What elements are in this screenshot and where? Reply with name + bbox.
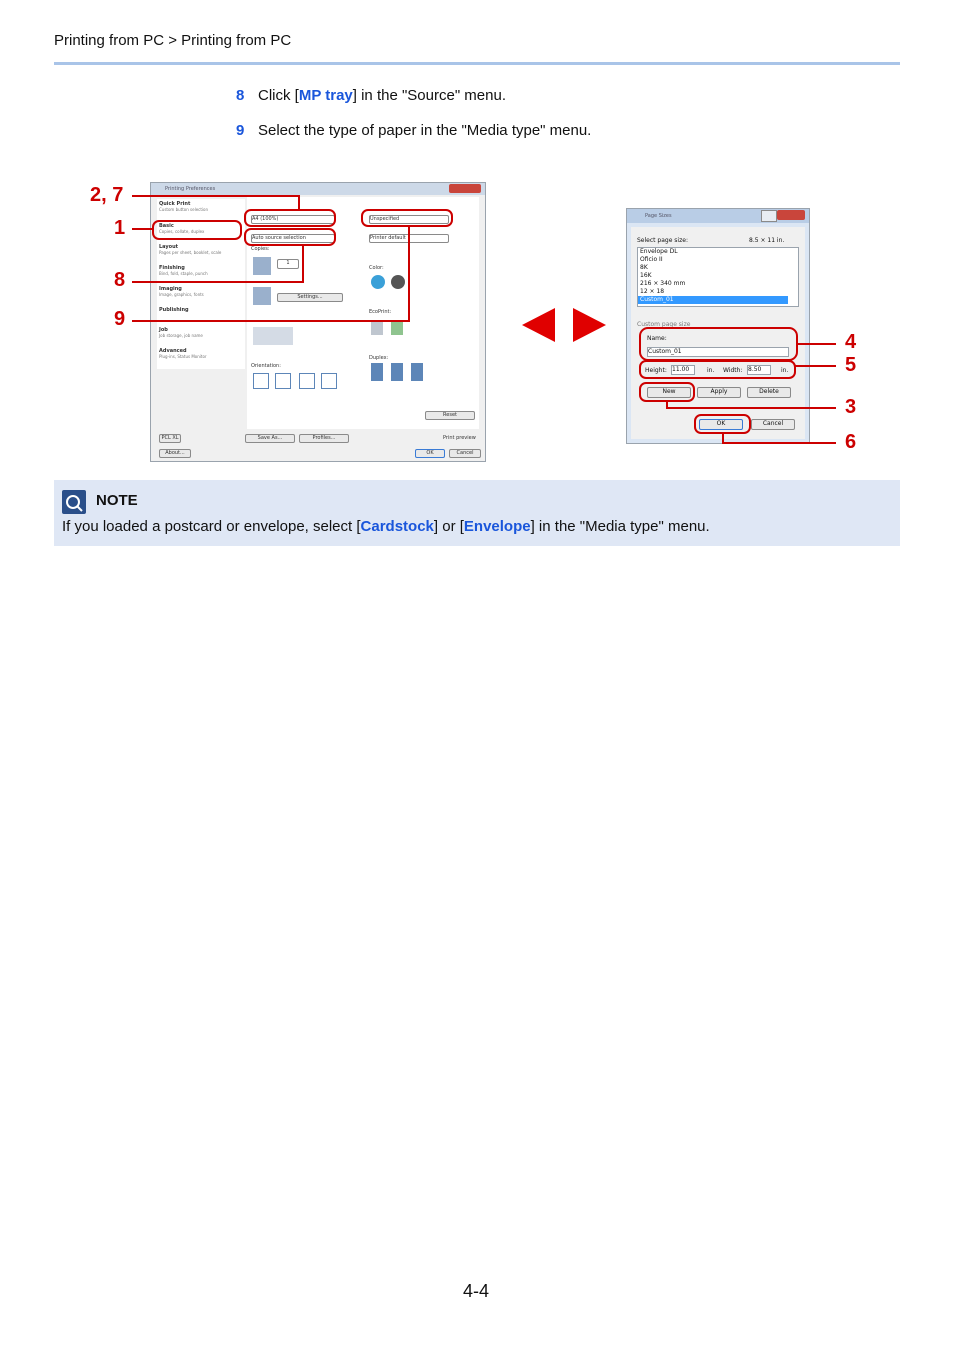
- sidebar-item-basic[interactable]: Basic Copies, collate, duplex: [159, 223, 205, 234]
- page-size-dropdown[interactable]: A4 (100%): [251, 215, 335, 224]
- ui-term-cardstock: Cardstock: [360, 518, 434, 535]
- print-preview-label[interactable]: Print preview: [443, 435, 476, 441]
- callout-1: 1: [114, 217, 126, 239]
- width-input[interactable]: 8.50: [747, 365, 771, 375]
- sidebar-item-imaging[interactable]: Imaging Image, graphics, fonts: [159, 286, 204, 297]
- name-input[interactable]: Custom_01: [647, 347, 789, 357]
- left-arrow-icon: [522, 308, 555, 342]
- highlight-size: [640, 361, 795, 378]
- step-text-pre: Click [: [258, 87, 299, 104]
- highlight-new: [640, 383, 694, 401]
- callout-4: 4: [845, 331, 857, 353]
- ui-term-mp-tray: MP tray: [298, 87, 353, 104]
- page-number: 4-4: [463, 1281, 490, 1301]
- highlight-name: [640, 328, 797, 360]
- select-size-label: Select page size:: [637, 237, 688, 244]
- list-item[interactable]: Oficio II: [640, 256, 663, 263]
- about-button[interactable]: About...: [159, 449, 191, 458]
- note-text: [62, 518, 710, 535]
- save-as-button[interactable]: Save As...: [245, 434, 295, 443]
- new-button[interactable]: New: [647, 387, 691, 398]
- apply-button[interactable]: Apply: [697, 387, 741, 398]
- note-icon: [62, 490, 86, 514]
- height-label: Height:: [645, 367, 667, 374]
- copies-input[interactable]: 1: [277, 259, 299, 269]
- source-dropdown[interactable]: Auto source selection: [251, 234, 335, 243]
- dialog-cancel-button[interactable]: Cancel: [751, 419, 795, 430]
- highlight-media-type: [362, 210, 452, 226]
- leader-3: [667, 401, 836, 408]
- callout-3: 3: [845, 396, 857, 418]
- reset-button[interactable]: Reset: [425, 411, 475, 420]
- step-number: 8: [236, 87, 245, 104]
- settings-button[interactable]: Settings...: [277, 293, 343, 302]
- size-display: 8.5 × 11 in.: [749, 237, 785, 244]
- destination-dropdown[interactable]: Printer default: [369, 234, 449, 243]
- callout-overlay: [0, 0, 954, 470]
- list-item[interactable]: 8K: [640, 264, 648, 271]
- step-text: Select the type of paper in the "Media type" menu.: [258, 122, 592, 139]
- note-text-mid: ] or [: [433, 518, 464, 535]
- leader-9: [132, 226, 409, 321]
- note-text-post: ] in the "Media type" menu.: [530, 518, 710, 535]
- sidebar-item-layout[interactable]: Layout Pages per sheet, booklet, scale: [159, 244, 222, 255]
- profiles-button[interactable]: Profiles...: [299, 434, 349, 443]
- pcl-button[interactable]: PCL XL: [159, 434, 181, 443]
- note-title: NOTE: [96, 492, 138, 509]
- name-label: Name:: [647, 335, 667, 342]
- step-text-post: ] in the "Source" menu.: [352, 87, 506, 104]
- callout-8: 8: [114, 269, 126, 291]
- height-unit: in.: [707, 367, 715, 374]
- ok-button[interactable]: OK: [415, 449, 445, 458]
- color-label: Color:: [369, 265, 384, 271]
- list-item[interactable]: 216 × 340 mm: [640, 280, 686, 287]
- callout-6: 6: [845, 431, 857, 453]
- dialog-ok-button[interactable]: OK: [699, 419, 743, 430]
- sidebar-item-quick-print[interactable]: Quick Print Custom button selection: [159, 201, 209, 212]
- height-input[interactable]: 11.00: [671, 365, 695, 375]
- right-arrow-icon: [573, 308, 606, 342]
- delete-button[interactable]: Delete: [747, 387, 791, 398]
- copies-label: Copies:: [251, 246, 270, 252]
- callout-2-7: 2, 7: [90, 184, 124, 206]
- cancel-button[interactable]: Cancel: [449, 449, 481, 458]
- highlight-source: [245, 229, 335, 245]
- highlight-basic: [153, 221, 241, 239]
- window-title: Printing Preferences: [165, 186, 216, 192]
- width-label: Width:: [723, 367, 743, 374]
- media-type-dropdown[interactable]: Unspecified: [369, 215, 449, 224]
- width-unit: in.: [781, 367, 789, 374]
- highlight-ok: [695, 415, 750, 433]
- sidebar-item-publishing[interactable]: Publishing: [159, 307, 189, 313]
- dialog-title: Page Sizes: [645, 213, 672, 219]
- list-item[interactable]: 16K: [640, 272, 652, 279]
- custom-size-label: Custom page size: [637, 321, 691, 328]
- leader-6: [723, 433, 836, 443]
- orientation-label: Orientation:: [251, 363, 281, 369]
- leader-2-7: [132, 196, 299, 210]
- list-item-selected[interactable]: Custom_01: [638, 296, 788, 304]
- sidebar-item-job[interactable]: Job Job storage, job name: [159, 327, 203, 338]
- note-text-pre: If you loaded a postcard or envelope, select [: [62, 518, 361, 535]
- breadcrumb: Printing from PC > Printing from PC: [54, 32, 292, 49]
- callout-5: 5: [845, 354, 857, 376]
- highlight-page-size: [245, 210, 335, 226]
- ecoprint-label: EcoPrint:: [369, 309, 392, 315]
- list-item[interactable]: 12 × 18: [640, 288, 665, 295]
- leader-8: [132, 245, 303, 282]
- note-box: [54, 480, 900, 546]
- sidebar-item-advanced[interactable]: Advanced Plug-ins, Status Monitor: [159, 348, 207, 359]
- list-item[interactable]: Envelope DL: [640, 248, 678, 255]
- ui-term-envelope: Envelope: [463, 518, 531, 535]
- duplex-label: Duplex:: [369, 355, 389, 361]
- sidebar-item-finishing[interactable]: Finishing Bind, fold, staple, punch: [159, 265, 208, 276]
- callout-9: 9: [114, 308, 126, 330]
- step-number: 9: [236, 122, 245, 139]
